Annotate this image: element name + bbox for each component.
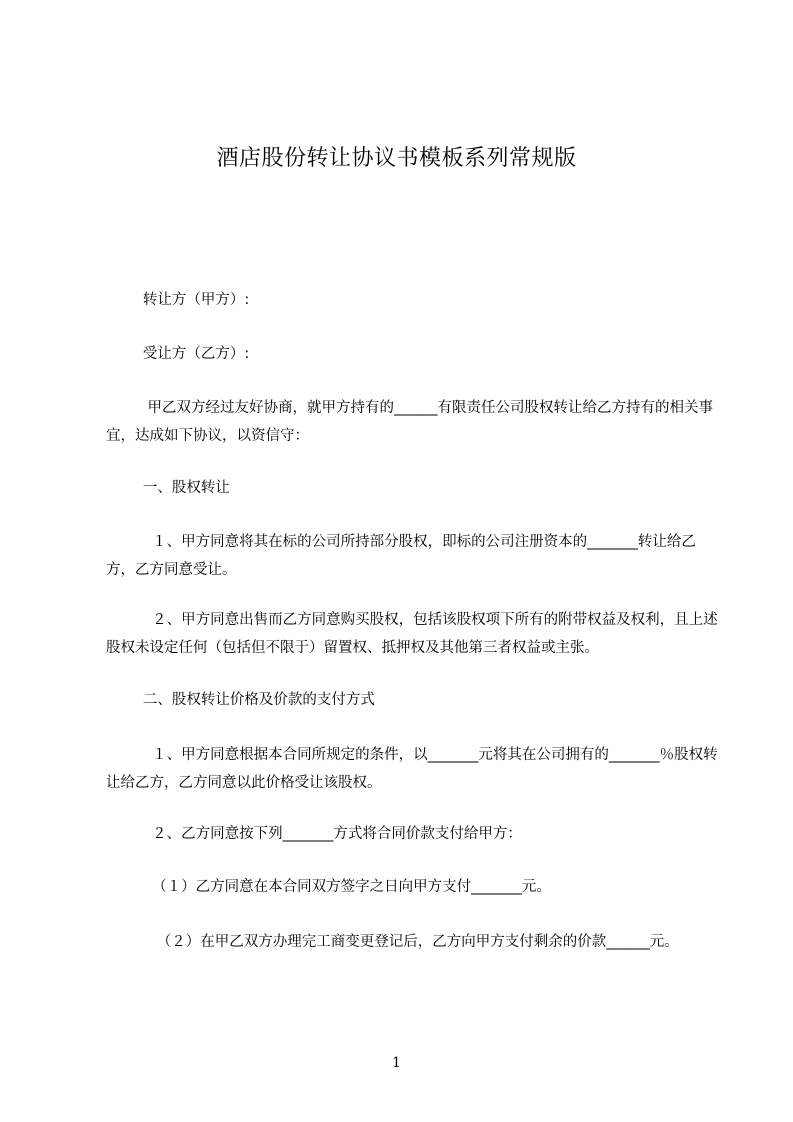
clause-2-1: １、甲方同意根据本合同所规定的条件，以_______元将其在公司拥有的_______％股权转让给乙方，乙方同意以此价格受让该股权。 (106, 747, 718, 791)
section-heading-price-payment: 二、股权转让价格及价款的支付方式 (106, 692, 375, 708)
document-title: 酒店股份转让协议书模板系列常规版 (216, 146, 577, 171)
page-number: 1 (392, 1055, 401, 1071)
paragraph-preamble: 甲乙双方经过友好协商，就甲方持有的______有限责任公司股权转让给乙方持有的相关事宜，达成如下协议，以资信守： (106, 400, 713, 444)
clause-2-2-2: （２）在甲乙双方办理完工商变更登记后，乙方向甲方支付剩余的价款______元。 (106, 934, 679, 950)
clause-2-2: ２、乙方同意按下列_______方式将合同价款支付给甲方： (106, 826, 522, 842)
paragraph-transferor: 转让方（甲方）: (106, 292, 250, 308)
paragraph-transferee: 受让方（乙方）: (106, 346, 250, 362)
section-heading-equity-transfer: 一、股权转让 (106, 480, 230, 496)
clause-1-1: １、甲方同意将其在标的公司所持部分股权，即标的公司注册资本的_______转让给乙方，乙方同意受让。 (106, 534, 696, 578)
clause-2-2-1: （１）乙方同意在本合同双方签字之日向甲方支付_______元。 (106, 879, 551, 895)
clause-1-2: ２、甲方同意出售而乙方同意购买股权，包括该股权项下所有的附带权益及权利，且上述股权未设定任何（包括但不限于）留置权、抵押权及其他第三者权益或主张。 (106, 612, 718, 656)
